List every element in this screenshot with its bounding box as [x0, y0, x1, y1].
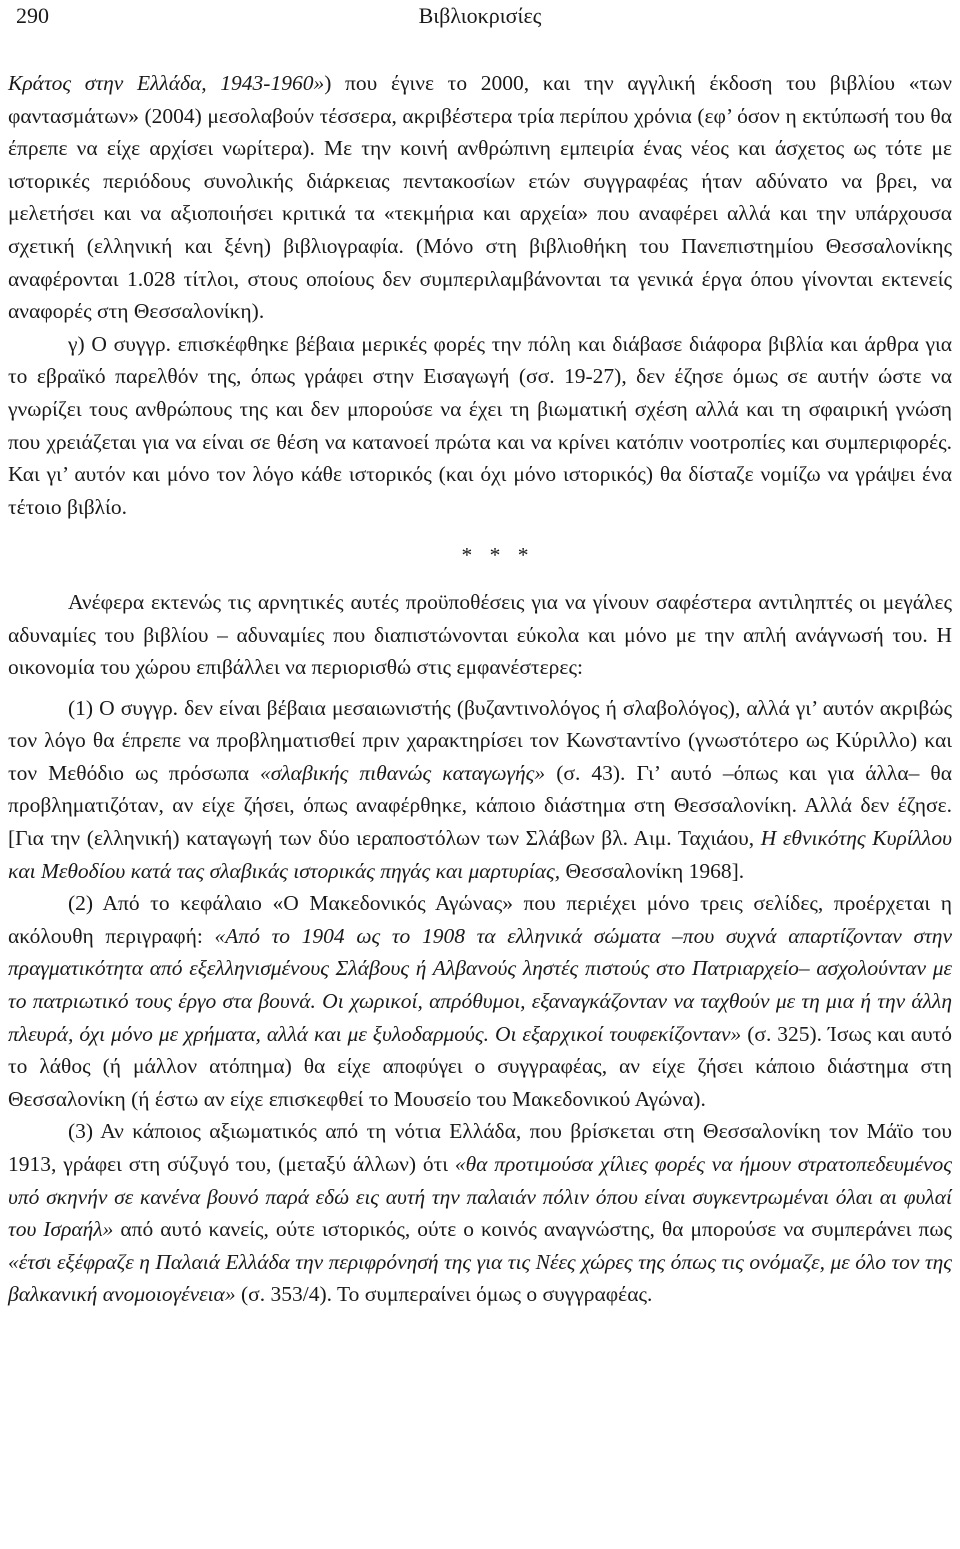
paragraph-4	[8, 692, 952, 888]
page-header	[8, 0, 952, 32]
paragraph-1	[8, 67, 952, 328]
italic-quote: «Από το 1904 ως το 1908 τα ελληνικά σώματα –που συχνά απαρτίζονταν στην πραγματικότητα από εξελληνισμένους Σλάβους ή Αλβανούς ληστές πιστούς στο Πατριαρχείο– ασχολούνταν με το πατριωτικό τους έργο στα βουνά. Οι χωρικοί, απρόθυμοι, εξαναγκάζονταν να ταχθούν με τη μια ή την άλλη πλευρά, όχι μόνο με χρήματα, αλλά και με ξυλοδαρμούς. Οι εξαρχικοί τουφεκίζονταν»	[8, 923, 952, 1046]
italic-title: Κράτος στην Ελλάδα, 1943-1960»	[8, 71, 325, 95]
text-run: (2) Από το κεφάλαιο «Ο Μακεδονικός Αγώνας» που περιέχει μόνο τρεις σελίδες, προέρχεται η ακόλουθη περιγραφή:	[8, 891, 952, 948]
italic-quote: «θα προτιμούσα χίλιες φορές να ήμουν στρατοπεδευμένος υπό σκηνήν σε κανένα βουνό παρά εδώ εις αυτή την παλαιάν πόλιν όπου είναι συγκεντρωμέναι όλαι αι φυλαί του Ισραήλ»	[8, 1152, 952, 1242]
paragraph-3: Ανέφερα εκτενώς τις αρνητικές αυτές προϋποθέσεις για να γίνουν σαφέστερα αντιληπτές οι μεγάλες αδυναμίες του βιβλίου – αδυναμίες που διαπιστώνονται εύκολα και μόνο με την απλή ανάγνωσή του. Η οικονομία του χώρου επιβάλλει να περιορισθώ στις εμφανέστερες:	[8, 589, 952, 680]
text-run: από αυτό κανείς, ούτε ιστορικός, ούτε ο κοινός αναγνώστης, θα μπορούσε να συμπεράνει πως	[113, 1217, 952, 1242]
text-run: (1) Ο συγγρ. δεν είναι βέβαια μεσαιωνιστής (βυζαντινολόγος ή σλαβολόγος), αλλά γι’ αυτόν ακριβώς τον λόγο θα έπρεπε να προβληματισθεί πριν χαρακτηρίσει τον Κωνσταντίνο (γνωστότερο ως Κύριλλο) και τον Μεθόδιο ως πρόσωπα	[8, 695, 952, 785]
italic-title: Η εθνικότης Κυρίλλου και Μεθοδίου κατά τας σλαβικάς ιστορικάς πηγάς και μαρτυρίας,	[8, 826, 952, 883]
paragraph-2: γ) Ο συγγρ. επισκέφθηκε βέβαια μερικές φορές την πόλη και διάβασε διάφορα βιβλία και άρθρα για το εβραϊκό παρελθόν της, όπως γράφει στην Εισαγωγή (σσ. 19-27), δεν έζησε όμως σε αυτήν ώστε να γνωρίζει τους ανθρώπους της και δεν μπορούσε να έχει τη βιωματική σχέση αλλά και τη σφαιρική γνώση που χρειάζεται για να είναι σε θέση να κατανοεί πρώτα και να κρίνει κατόπιν νοοτροπίες και συμπεριφορές. Και γι’ αυτόν και μόνο τον λόγο κάθε ιστορικός (και όχι μόνο ιστορικός) θα δίσταζε νομίζω να γράψει ένα τέτοιο βιβλίο.	[8, 331, 952, 519]
section-separator: * * *	[461, 543, 535, 568]
text-run: (σ. 325). Ίσως και αυτό το λάθος (ή μάλλον ατόπημα) θα είχε αποφύγει ο συγγραφέας, αν είχε ζήσει κάποιο διάστημα στη Θεσσαλονίκη (ή έστω αν είχε επισκεφθεί το Μουσείο του Μακεδονικού Αγώνα).	[8, 1021, 953, 1111]
italic-quote: «έτσι εξέφραζε η Παλαιά Ελλάδα την περιφρόνησή της για τις Νέες χώρες της όπως τις ονόμαζε, με όλο τον της βαλκανική ανομοιογένεια»	[8, 1249, 952, 1307]
italic-quote: «σλαβικής πιθανώς καταγωγής»	[260, 760, 546, 785]
page-number: 290	[16, 3, 49, 28]
paragraph-6	[8, 1115, 952, 1311]
text-run: ) που έγινε το 2000, και την αγγλική έκδοση του βιβλίου «των φαντασμάτων» (2004) μεσολαβούν τέσσερα, ακριβέστερα τρία περίπου χρόνια (εφ’ όσον η εκτύπωσή του θα έπρεπε να είχε αρχίσει νωρίτερα). Με την κοινή ανθρώπινη εμπειρία ένας νέος και άσχετος ως τότε με ιστορικές περιόδους συνολικής διάρκειας πεντακοσίων ετών συγγραφέας ήταν αδύνατο να βρει, να μελετήσει και να αξιοποιήσει κριτικά τα «τεκμήρια και αρχεία» που αναφέρει αλλά και την υπάρχουσα σχετική (ελληνική και ξένη) βιβλιογραφία. (Μόνο στη βιβλιοθήκη του Πανεπιστημίου Θεσσαλονίκης αναφέρονται 1.028 τίτλοι, στους οποίους δεν συμπεριλαμβάνονται τα γενικά έργα όπου γίνονται εκτενείς αναφορές στη Θεσσαλονίκη).	[8, 71, 952, 324]
text-run: Θεσσαλονίκη 1968].	[560, 858, 745, 883]
text-run: (σ. 353/4). Το συμπεραίνει όμως ο συγγραφέας.	[235, 1282, 653, 1307]
body-text	[8, 67, 952, 1311]
paragraph-5	[8, 887, 952, 1115]
running-title: Βιβλιοκρισίες	[418, 3, 542, 28]
text-run: (σ. 43). Γι’ αυτό –όπως και για άλλα– θα προβληματιζόταν, αν είχε ζήσει, όπως αναφέρθηκε, κάποιο διάστημα στη Θεσσαλονίκη. Αλλά δεν έζησε. [Για την (ελληνική) καταγωγή των δύο ιεραποστόλων των Σλάβων βλ. Αιμ. Ταχιάου,	[8, 760, 952, 851]
text-run: (3) Αν κάποιος αξιωματικός από τη νότια Ελλάδα, που βρίσκεται στη Θεσσαλονίκη τον Μάϊο του 1913, γράφει στη σύζυγό του, (μεταξύ άλλων) ότι	[8, 1119, 952, 1176]
